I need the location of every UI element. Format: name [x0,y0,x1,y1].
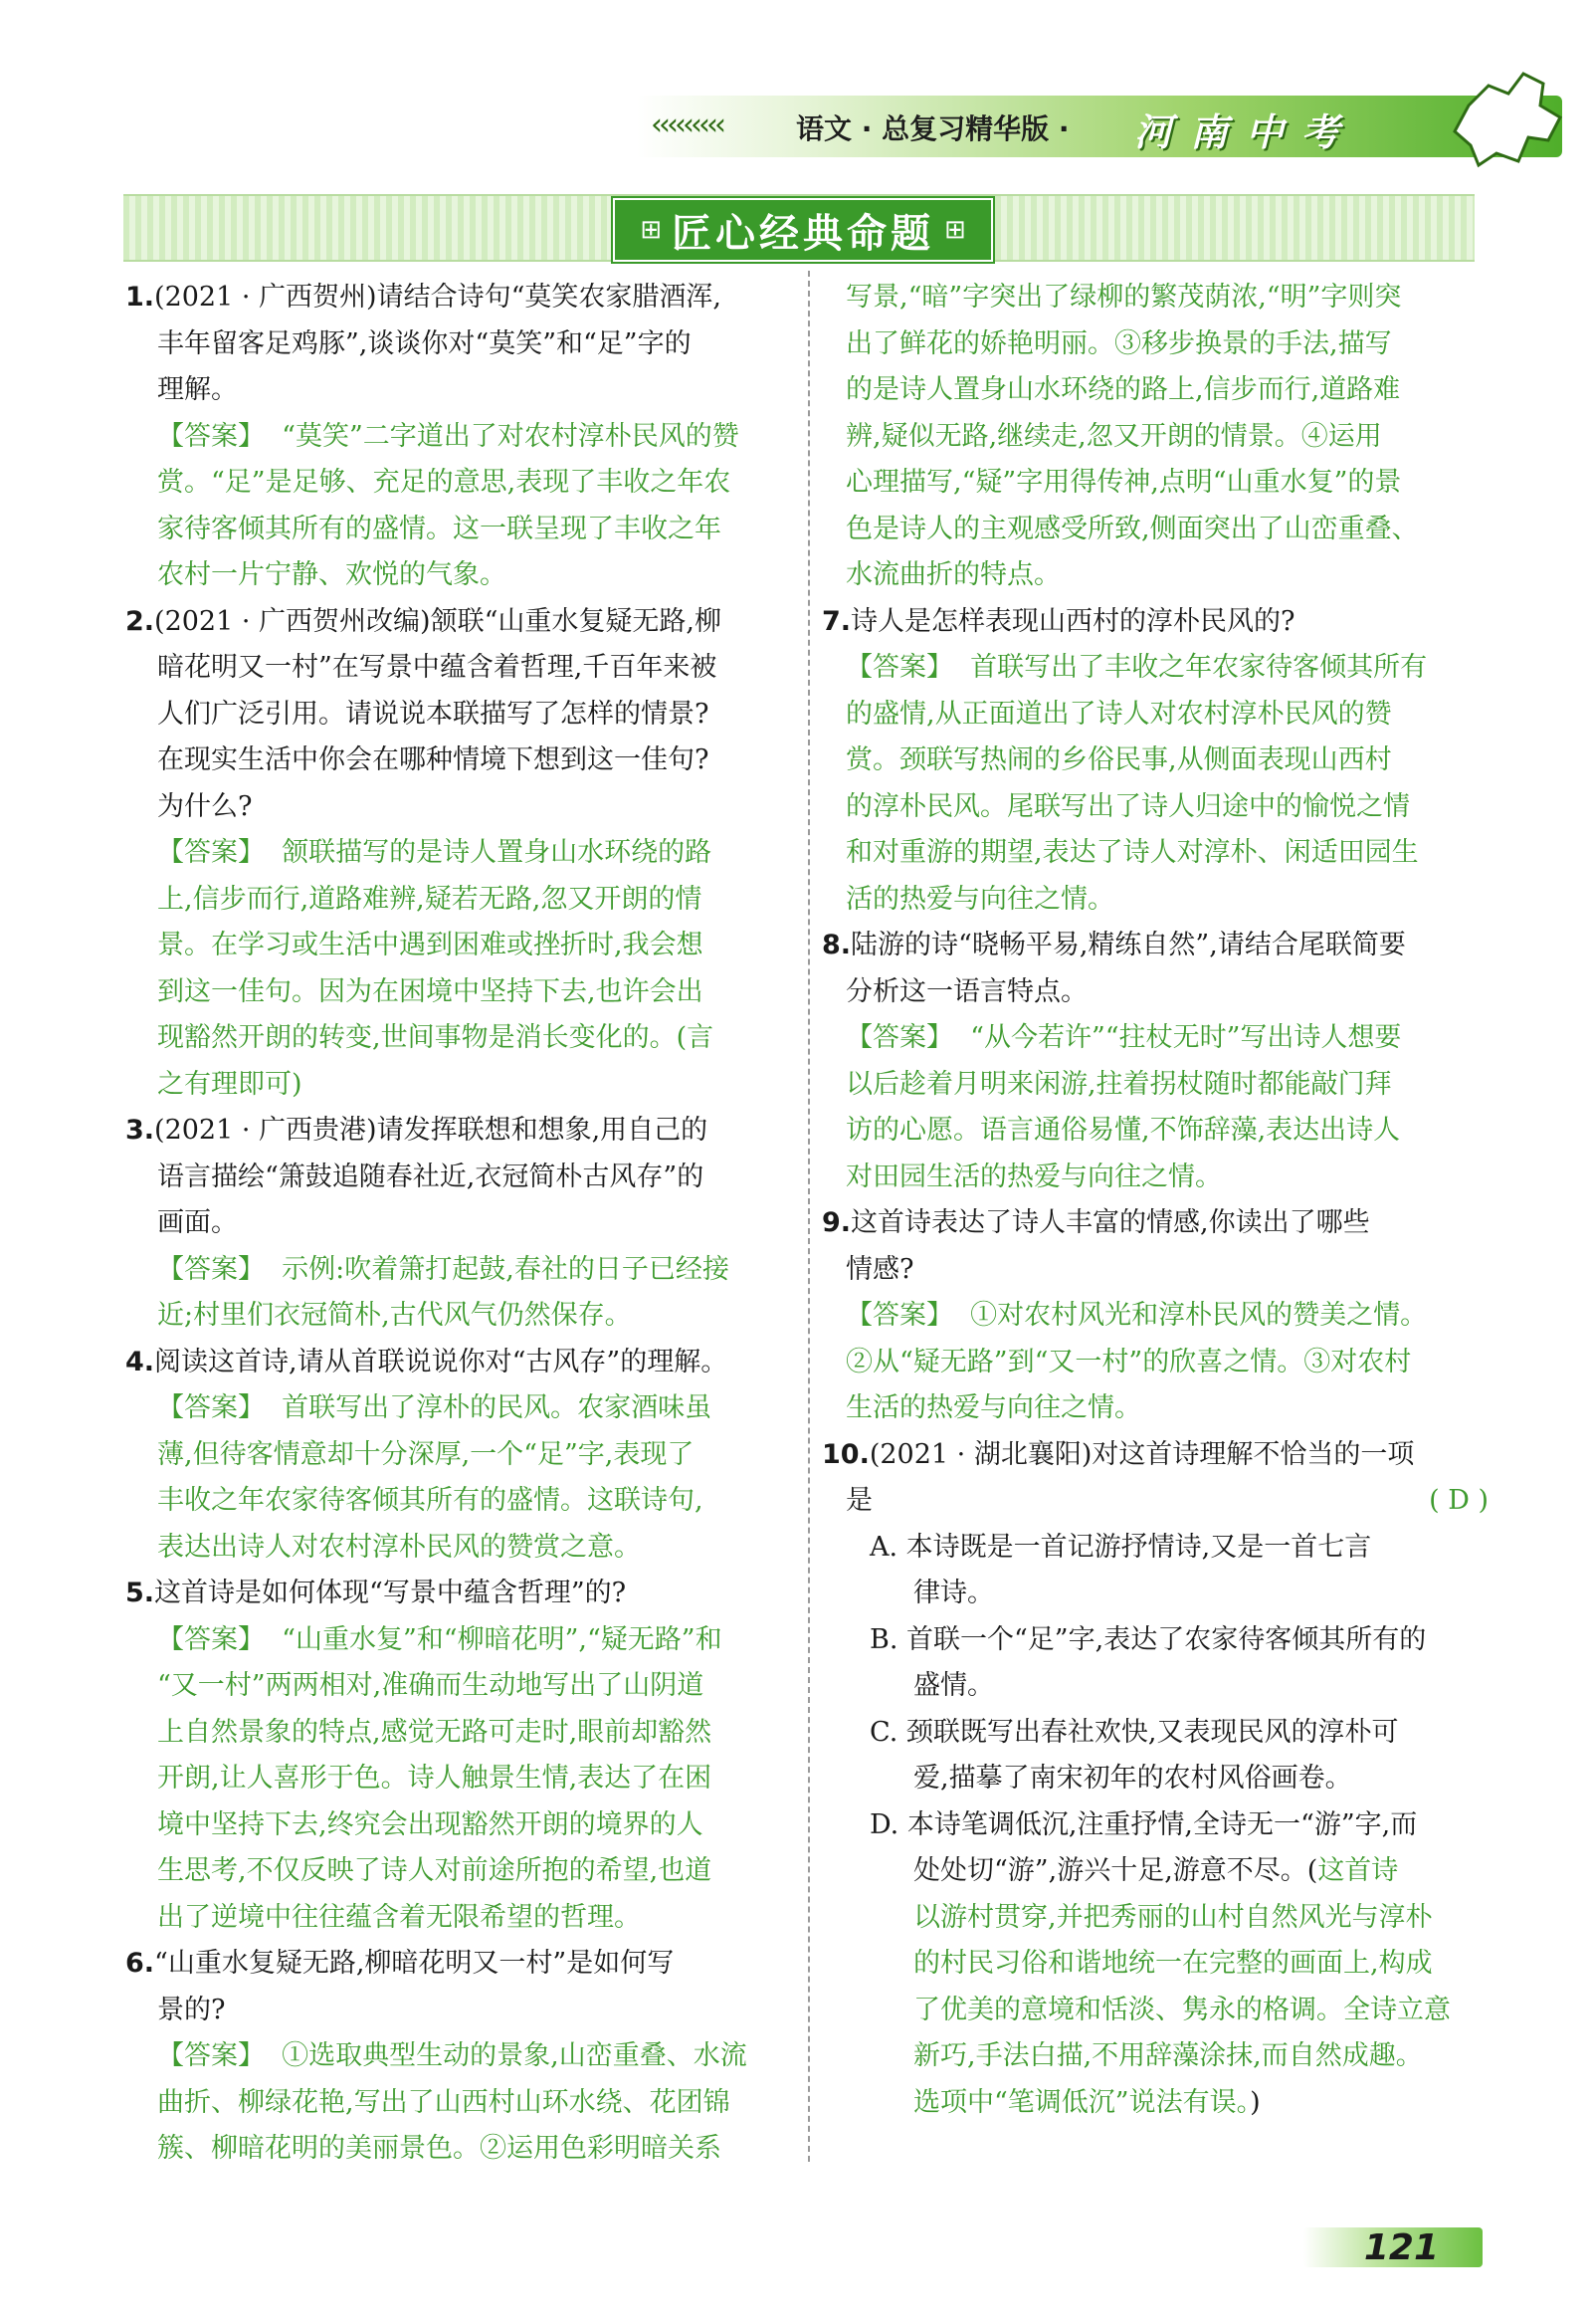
question-text: 这首诗是如何体现“写景中蕴含哲理”的? [154,1578,627,1608]
question-2 [125,599,782,1109]
question-number: 1. [125,282,155,313]
answer-text: 的盛情,从正面道出了诗人对农村淳朴民风的赞 [846,698,1392,730]
header-banner [637,96,1562,157]
answer-text: 辨,疑似无路,继续走,忽又开朗的情景。④运用 [846,420,1382,452]
answer-text: 境中坚持下去,终究会出现豁然开朗的境界的人 [157,1808,703,1840]
option-d-cont: 处处切“游”,游兴十足,游意不尽。( [913,1855,1318,1886]
answer-text: 上,信步而行,道路难辨,疑若无路,忽又开朗的情 [157,883,702,915]
header-title: 河南中考 [1134,110,1358,154]
question-text: 理解。 [157,374,238,405]
answer-text: 丰收之年农家待客倾其所有的盛情。这联诗句, [157,1485,703,1516]
answer-tag: 【答案】 [157,2040,265,2071]
answer-text: 赏。“足”是足够、充足的意思,表现了丰收之年农 [157,467,731,498]
answer-text: 的淳朴民风。尾联写出了诗人归途中的愉悦之情 [846,790,1410,822]
decor-left-icon: ⊞ [640,215,662,245]
section-banner [123,194,1475,262]
answer-text: 之有理即可) [157,1068,302,1100]
answer-text: ①选取典型生动的景象,山峦重叠、水流 [282,2040,747,2071]
question-8 [822,923,1493,1200]
page-number: 121 [1363,2227,1439,2268]
answer-text: “又一村”两两相对,准确而生动地写出了山阴道 [157,1670,704,1701]
question-3 [125,1108,782,1340]
question-7 [822,599,1493,924]
answer-text: 到这一佳句。因为在困境中坚持下去,也许会出 [157,975,703,1007]
answer-tag: 【答案】 [846,1300,953,1331]
question-text: 暗花明又一村”在写景中蕴含着哲理,千百年来被 [157,652,717,683]
answer-text: 生思考,不仅反映了诗人对前途所抱的希望,也道 [157,1855,712,1886]
question-1 [125,275,782,599]
question-text: 这首诗表达了诗人丰富的情感,你读出了哪些 [851,1207,1370,1238]
question-number: 9. [822,1207,852,1238]
option-a-cont: 律诗。 [913,1578,994,1608]
answer-text: 曲折、柳绿花艳,写出了山西村山环水绕、花团锦 [157,2086,730,2118]
question-number: 10. [822,1438,870,1470]
answer-text: 近;村里们衣冠简朴,古代风气仍然保存。 [157,1300,632,1331]
answer-text: 以后趁着月明来闲游,拄着拐杖随时都能敲门拜 [846,1068,1392,1100]
question-text: 是 [846,1485,873,1516]
answer-text: 心理描写,“疑”字用得传神,点明“山重水复”的景 [846,467,1402,498]
question-5 [125,1571,782,1941]
page-number-bar [1303,2227,1483,2267]
close-paren: ) [1250,2086,1261,2118]
section-title-box [613,198,993,262]
answer-tag: 【答案】 [846,652,953,683]
question-4 [125,1340,782,1572]
option-d: D. 本诗笔调低沉,注重抒情,全诗无一“游”字,而 [870,1808,1418,1840]
question-text: 语言描绘“箫鼓追随春社近,衣冠简朴古风存”的 [157,1161,704,1192]
question-text: 诗人是怎样表现山西村的淳朴民风的? [851,605,1295,637]
question-10 [822,1432,1493,2127]
explanation-text: 这首诗 [1317,1855,1399,1886]
question-text: 景的? [157,1994,226,2025]
right-column [822,275,1493,2126]
answer-tag: 【答案】 [157,1392,265,1423]
answer-text: “从今若许”“拄杖无时”写出诗人想要 [970,1022,1402,1053]
answer-tag: 【答案】 [157,1623,265,1655]
question-text: 情感? [846,1253,914,1285]
option-c: C. 颈联既写出春社欢快,又表现民风的淳朴可 [870,1716,1399,1748]
explanation-text: 新巧,手法白描,不用辞藻涂抹,而自然成趣。 [913,2040,1423,2071]
option-a: A. 本诗既是一首记游抒情诗,又是一首七言 [870,1531,1372,1563]
question-number: 5. [125,1578,155,1608]
answer-text: 颔联描写的是诗人置身山水环绕的路 [282,837,712,868]
answer-text: “莫笑”二字道出了对农村淳朴民风的赞 [282,420,739,452]
question-9 [822,1200,1493,1432]
column-divider [808,271,810,2162]
question-number: 4. [125,1346,155,1377]
answer-tag: 【答案】 [846,1022,953,1053]
question-6-continued [846,275,1493,599]
question-number: 8. [822,930,852,960]
answer-text: 出了逆境中往往蕴含着无限希望的哲理。 [157,1901,641,1933]
question-text: (2021 · 湖北襄阳)对这首诗理解不恰当的一项 [869,1438,1415,1470]
answer-text: 农村一片宁静、欢悦的气象。 [157,559,506,590]
question-text: 为什么? [157,790,253,822]
answer-text: 的是诗人置身山水环绕的路上,信步而行,道路难 [846,374,1401,405]
answer-text: 景。在学习或生活中遇到困难或挫折时,我会想 [157,930,703,960]
question-text: “山重水复疑无路,柳暗花明又一村”是如何写 [154,1948,675,1979]
answer-text: 色是诗人的主观感受所致,侧面突出了山峦重叠、 [846,513,1419,544]
answer-text: 现豁然开朗的转变,世间事物是消长变化的。(言 [157,1022,714,1053]
header-subtitle: 语文 · 总复习精华版 · [796,112,1070,145]
answer-text: 薄,但待客情意却十分深厚,一个“足”字,表现了 [157,1438,695,1470]
question-text: 画面。 [157,1207,238,1238]
answer-text: 示例:吹着箫打起鼓,春社的日子已经接 [282,1253,729,1285]
answer-text: 活的热爱与向往之情。 [846,883,1114,915]
answer-text: 访的心愿。语言通俗易懂,不饰辞藻,表达出诗人 [846,1115,1401,1146]
answer-text: ②从“疑无路”到“又一村”的欣喜之情。③对农村 [846,1346,1412,1377]
question-text: (2021 · 广西贵港)请发挥联想和想象,用自己的 [154,1115,708,1146]
question-number: 7. [822,605,852,637]
answer-text: 上自然景象的特点,感觉无路可走时,眼前却豁然 [157,1716,712,1748]
answer-text: 簇、柳暗花明的美丽景色。②运用色彩明暗关系 [157,2133,721,2164]
answer-text: 开朗,让人喜形于色。诗人触景生情,表达了在困 [157,1763,712,1794]
question-text: (2021 · 广西贺州改编)颔联“山重水复疑无路,柳 [154,605,721,637]
question-number: 2. [125,605,155,637]
answer-text: 家待客倾其所有的盛情。这一联呈现了丰收之年 [157,513,721,544]
answer-text: 表达出诗人对农村淳朴民风的赞赏之意。 [157,1531,641,1563]
answer-text: 水流曲折的特点。 [846,559,1061,590]
option-b-cont: 盛情。 [913,1670,994,1701]
answer-text: 首联写出了淳朴的民风。农家酒味虽 [282,1392,712,1423]
question-text: 丰年留客足鸡豚”,谈谈你对“莫笑”和“足”字的 [157,327,692,359]
answer-text: 对田园生活的热爱与向往之情。 [846,1161,1222,1192]
answer-text: 首联写出了丰收之年农家待客倾其所有 [970,652,1428,683]
answer-text: “山重水复”和“柳暗花明”,“疑无路”和 [282,1623,722,1655]
question-number: 3. [125,1115,155,1146]
answer-tag: 【答案】 [157,837,265,868]
explanation-text: 了优美的意境和恬淡、隽永的格调。全诗立意 [913,1994,1451,2025]
explanation-text: 选项中“笔调低沉”说法有误。 [913,2086,1251,2118]
section-title: 匠心经典命题 [672,210,934,257]
answer-text: ①对农村风光和淳朴民风的赞美之情。 [970,1300,1428,1331]
answer-text: 和对重游的期望,表达了诗人对淳朴、闲适田园生 [846,837,1419,868]
explanation-text: 的村民习俗和谐地统一在完整的画面上,构成 [913,1948,1433,1979]
decor-right-icon: ⊞ [944,215,966,245]
answer-text: 写景,“暗”字突出了绿柳的繁茂荫浓,“明”字则突 [846,282,1402,313]
header-arrows: ‹‹‹‹‹‹‹‹‹ [651,107,722,142]
answer-tag: 【答案】 [157,1253,265,1285]
question-text: (2021 · 广西贺州)请结合诗句“莫笑农家腊酒浑, [154,282,721,313]
question-text: 阅读这首诗,请从首联说说你对“古风存”的理解。 [154,1346,728,1377]
question-text: 在现实生活中你会在哪种情境下想到这一佳句? [157,744,709,775]
question-6 [125,1941,782,2173]
option-c-cont: 爱,描摹了南宋初年的农村风俗画卷。 [913,1763,1352,1794]
question-text: 陆游的诗“晓畅平易,精练自然”,请结合尾联简要 [851,930,1406,960]
option-b: B. 首联一个“足”字,表达了农家待客倾其所有的 [870,1623,1427,1655]
question-text: 人们广泛引用。请说说本联描写了怎样的情景? [157,698,709,730]
answer-tag: 【答案】 [157,420,265,452]
question-text: 分析这一语言特点。 [846,975,1088,1007]
henan-map-icon [1449,66,1568,175]
answer-choice: ( D ) [1429,1485,1489,1516]
explanation-text: 以游村贯穿,并把秀丽的山村自然风光与淳朴 [913,1901,1433,1933]
answer-text: 生活的热爱与向往之情。 [846,1392,1141,1423]
answer-text: 出了鲜花的娇艳明丽。③移步换景的手法,描写 [846,327,1392,359]
left-column [125,275,782,2173]
answer-text: 赏。颈联写热闹的乡俗民事,从侧面表现山西村 [846,744,1392,775]
question-number: 6. [125,1948,155,1979]
